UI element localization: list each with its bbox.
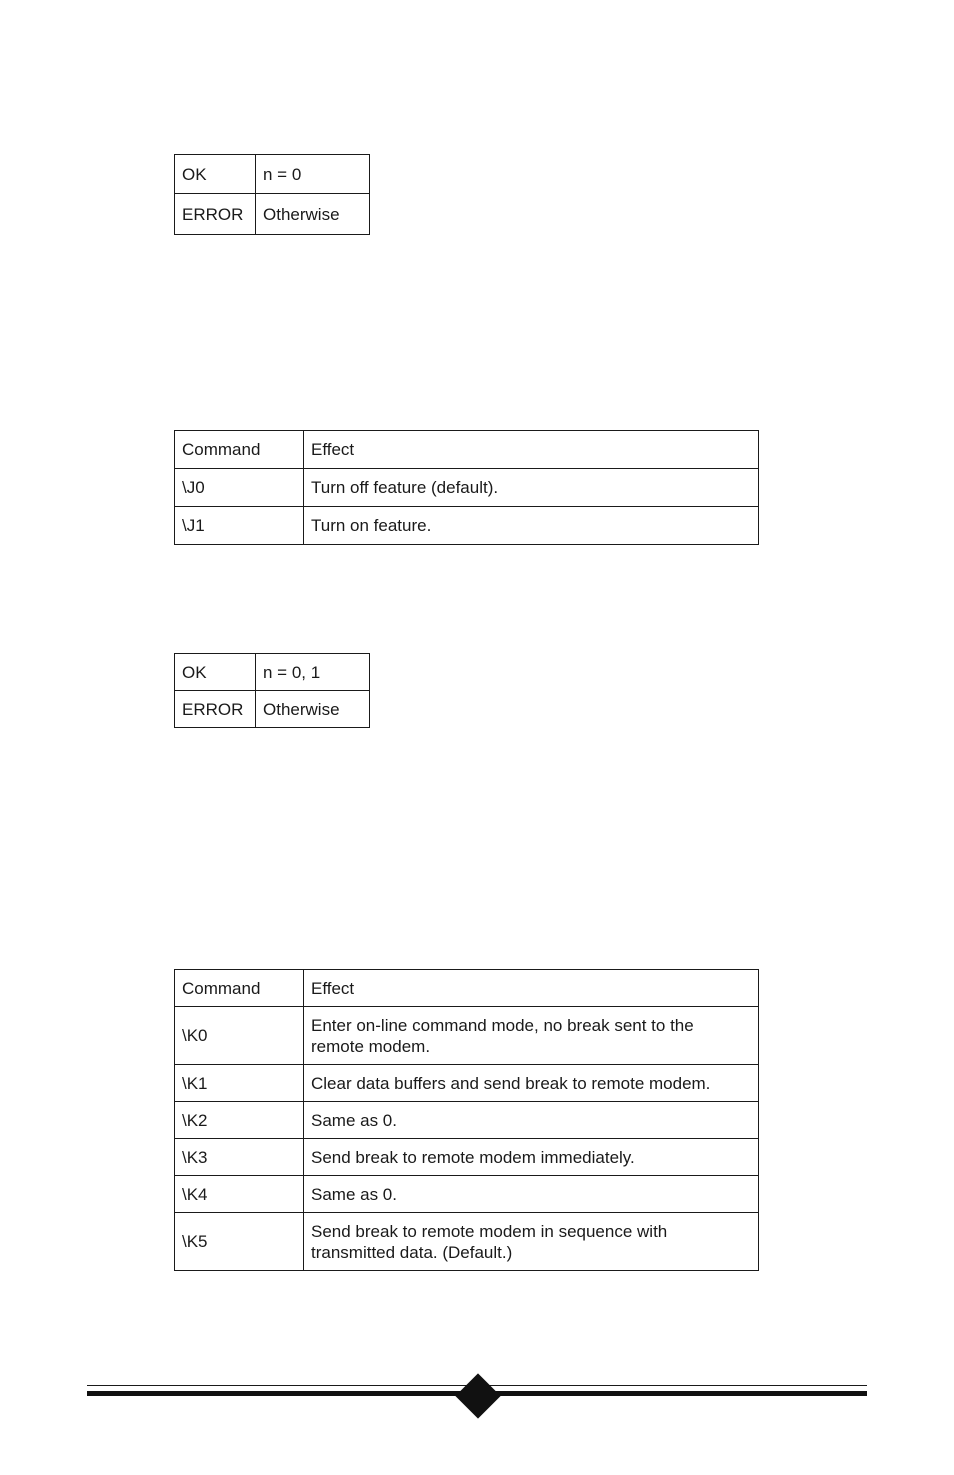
effect-cell: Send break to remote modem immediately. (304, 1139, 759, 1176)
effect-cell: Turn on feature. (304, 507, 759, 545)
command-cell: \J1 (175, 507, 304, 545)
command-cell: \J0 (175, 469, 304, 507)
footer-rule (87, 1385, 867, 1405)
table-row (175, 194, 370, 235)
effect-cell: Clear data buffers and send break to remote modem. (304, 1065, 759, 1102)
table-row (175, 1176, 759, 1213)
table-header-row (175, 431, 759, 469)
result-code-cell: OK (175, 155, 256, 194)
table-header-row (175, 970, 759, 1007)
result-code-cell: ERROR (175, 194, 256, 235)
effect-cell: Same as 0. (304, 1102, 759, 1139)
table-row (175, 469, 759, 507)
command-cell: \K3 (175, 1139, 304, 1176)
effect-cell: Turn off feature (default). (304, 469, 759, 507)
column-header-effect: Effect (304, 970, 759, 1007)
result-condition-cell: Otherwise (256, 691, 370, 728)
table-row (175, 1139, 759, 1176)
command-cell: \K4 (175, 1176, 304, 1213)
table-row (175, 1213, 759, 1271)
result-condition-cell: Otherwise (256, 194, 370, 235)
effect-cell: Enter on-line command mode, no break sent to the remote modem. (304, 1007, 759, 1065)
command-cell: \K1 (175, 1065, 304, 1102)
table-row (175, 507, 759, 545)
column-header-command: Command (175, 431, 304, 469)
result-condition-cell: n = 0 (256, 155, 370, 194)
table-row (175, 691, 370, 728)
column-header-effect: Effect (304, 431, 759, 469)
command-cell: \K2 (175, 1102, 304, 1139)
command-effect-table (174, 430, 759, 545)
footer-diamond-icon (455, 1373, 500, 1418)
command-effect-table (174, 969, 759, 1271)
column-header-command: Command (175, 970, 304, 1007)
table-row (175, 1065, 759, 1102)
result-code-cell: ERROR (175, 691, 256, 728)
command-cell: \K0 (175, 1007, 304, 1065)
table-row (175, 1102, 759, 1139)
result-condition-cell: n = 0, 1 (256, 654, 370, 691)
effect-cell: Send break to remote modem in sequence with transmitted data. (Default.) (304, 1213, 759, 1271)
table-row (175, 654, 370, 691)
command-cell: \K5 (175, 1213, 304, 1271)
table-row (175, 155, 370, 194)
table-row (175, 1007, 759, 1065)
result-codes-table (174, 154, 370, 235)
effect-cell: Same as 0. (304, 1176, 759, 1213)
result-code-cell: OK (175, 654, 256, 691)
result-codes-table (174, 653, 370, 728)
